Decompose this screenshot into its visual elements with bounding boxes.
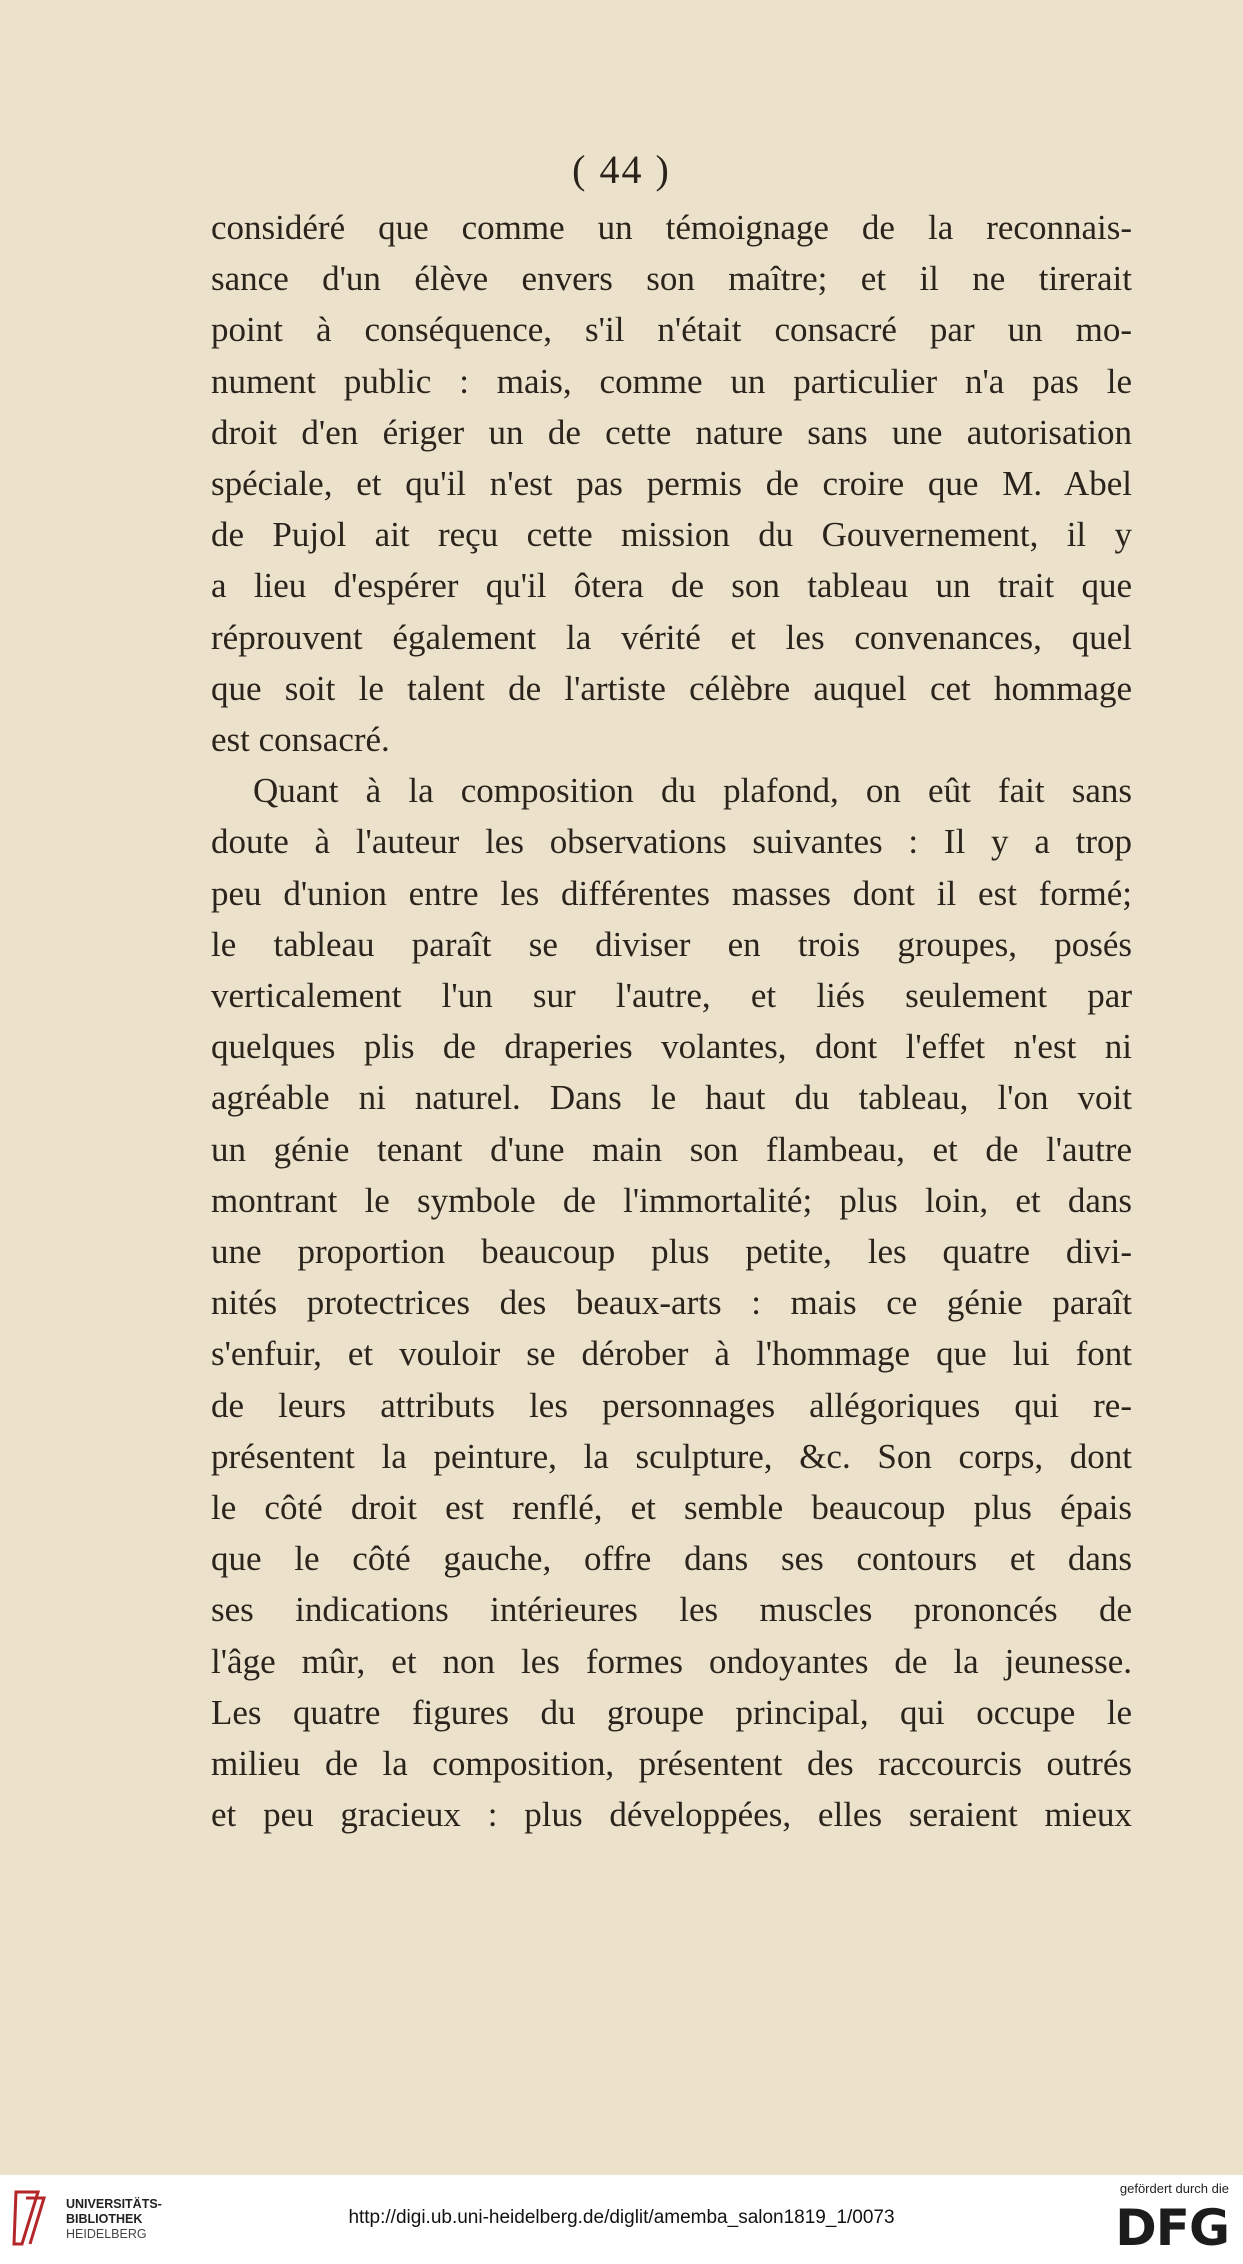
text-line: Les quatre figures du groupe principal, qui occupe le [211, 1693, 1132, 1732]
text-line: présentent la peinture, la sculpture, &c. Son corps, dont [211, 1437, 1132, 1476]
dfg-logo: DFG [1115, 2199, 1229, 2257]
text-line: Quant à la composition du plafond, on eût fait sans [253, 771, 1132, 810]
text-line: et peu gracieux : plus développées, elles seraient mieux [211, 1795, 1132, 1834]
text-line: un génie tenant d'une main son flambeau, et de l'autre [211, 1130, 1132, 1169]
text-line: doute à l'auteur les observations suivantes : Il y a trop [211, 822, 1132, 861]
text-line: a lieu d'espérer qu'il ôtera de son tableau un trait que [211, 566, 1132, 605]
text-line: nités protectrices des beaux-arts : mais ce génie paraît [211, 1283, 1132, 1322]
text-line: ses indications intérieures les muscles prononcés de [211, 1590, 1132, 1629]
library-name-line1: UNIVERSITÄTS- [66, 2197, 162, 2211]
text-line: de Pujol ait reçu cette mission du Gouvernement, il y [211, 515, 1132, 554]
text-line: peu d'union entre les différentes masses dont il est formé; [211, 874, 1132, 913]
text-line: spéciale, et qu'il n'est pas permis de croire que M. Abel [211, 464, 1132, 503]
text-line: milieu de la composition, présentent des raccourcis outrés [211, 1744, 1132, 1783]
text-line: nument public : mais, comme un particulier n'a pas le [211, 362, 1132, 401]
text-line: agréable ni naturel. Dans le haut du tableau, l'on voit [211, 1078, 1132, 1117]
source-url-link[interactable]: http://digi.ub.uni-heidelberg.de/diglit/amemba_salon1819_1/0073 [348, 2207, 895, 2228]
text-line: de leurs attributs les personnages allégoriques qui re- [211, 1386, 1132, 1425]
text-line: montrant le symbole de l'immortalité; plus loin, et dans [211, 1181, 1132, 1220]
library-name-line3: HEIDELBERG [66, 2227, 147, 2241]
text-line: une proportion beaucoup plus petite, les quatre divi- [211, 1232, 1132, 1271]
page-number: ( 44 ) [572, 147, 671, 192]
text-line: le tableau paraît se diviser en trois groupes, posés [211, 925, 1132, 964]
text-line: réprouvent également la vérité et les convenances, quel [211, 618, 1132, 657]
text-line: l'âge mûr, et non les formes ondoyantes de la jeunesse. [211, 1642, 1132, 1681]
text-line: sance d'un élève envers son maître; et il ne tirerait [211, 259, 1132, 298]
text-line: droit d'en ériger un de cette nature sans une autorisation [211, 413, 1132, 452]
text-line: considéré que comme un témoignage de la reconnais- [211, 208, 1132, 247]
text-line: s'enfuir, et vouloir se dérober à l'hommage que lui font [211, 1334, 1132, 1373]
text-line: point à conséquence, s'il n'était consacré par un mo- [211, 310, 1132, 349]
text-line: quelques plis de draperies volantes, dont l'effet n'est ni [211, 1027, 1132, 1066]
text-line: verticalement l'un sur l'autre, et liés seulement par [211, 976, 1132, 1015]
footer-bar [0, 2175, 1243, 2264]
text-line: est consacré. [211, 720, 390, 759]
text-line: le côté droit est renflé, et semble beaucoup plus épais [211, 1488, 1132, 1527]
funding-caption: gefördert durch die [1119, 2181, 1229, 2196]
text-line: que le côté gauche, offre dans ses contours et dans [211, 1539, 1132, 1578]
library-name-line2: BIBLIOTHEK [66, 2212, 143, 2226]
text-line: que soit le talent de l'artiste célèbre auquel cet hommage [211, 669, 1132, 708]
